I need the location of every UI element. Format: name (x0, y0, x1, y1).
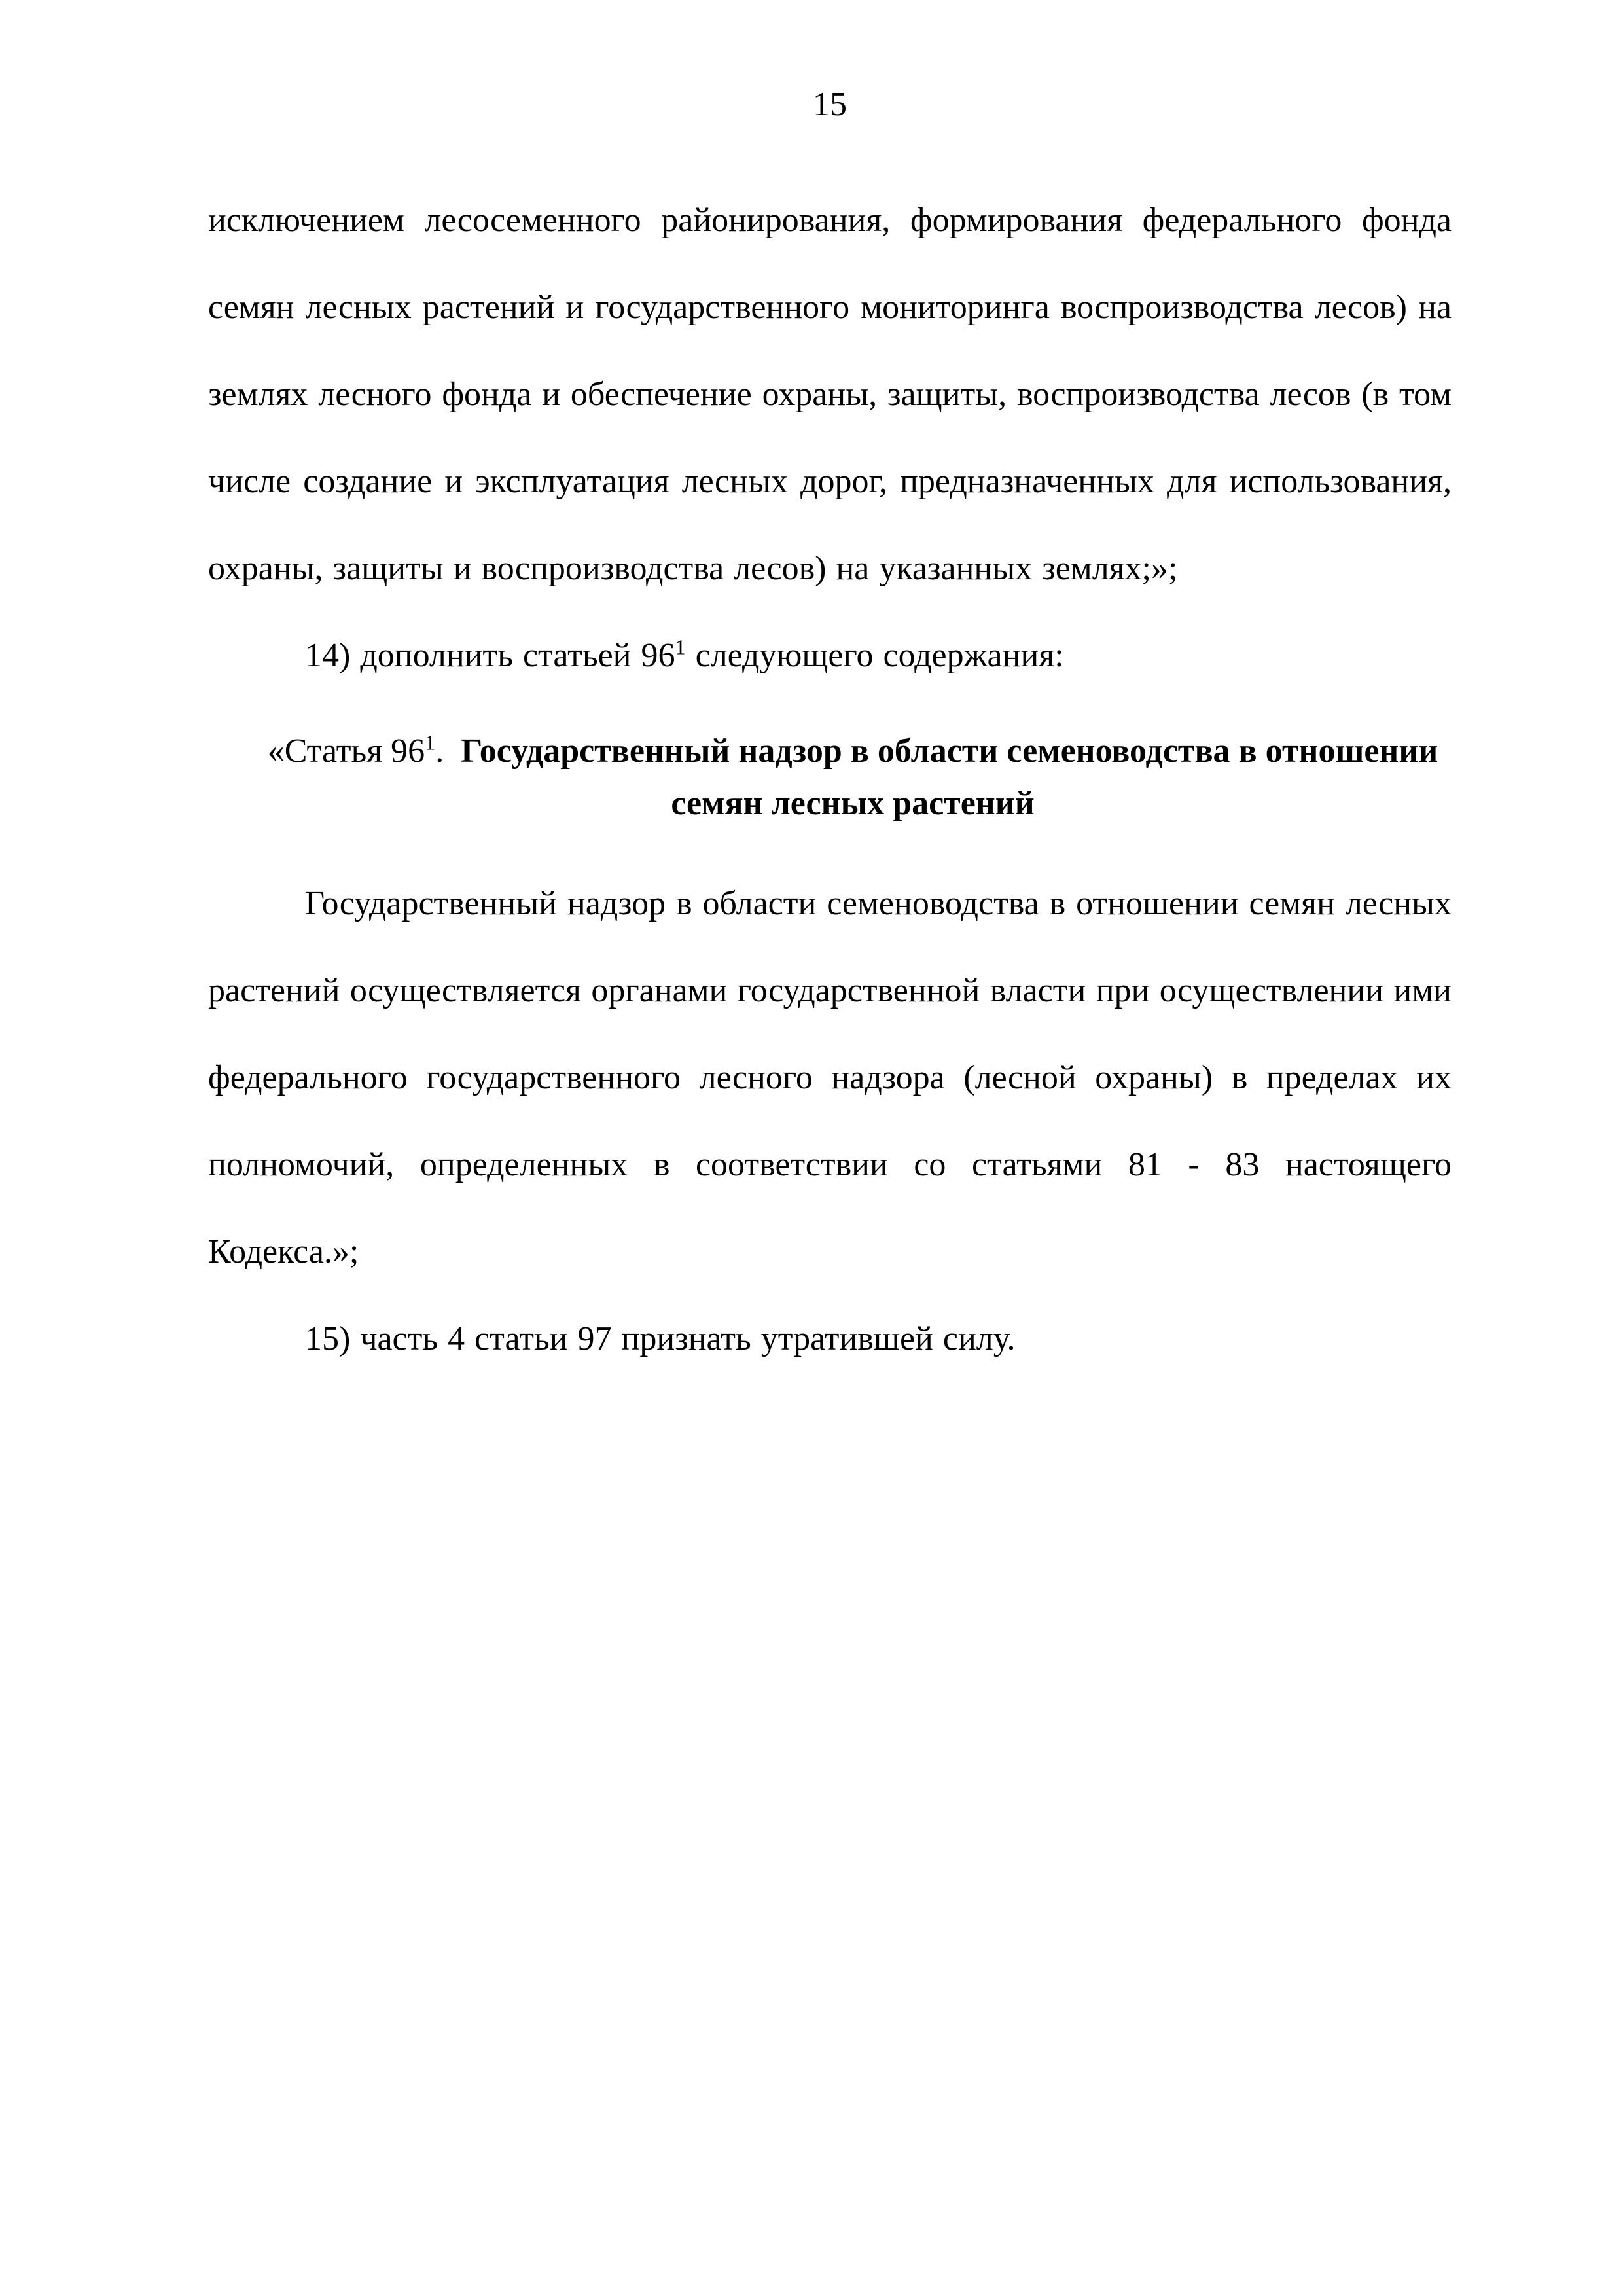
text-run: 15) часть 4 статьи 97 признать утратившей силу. (305, 1320, 1016, 1357)
document-body (208, 177, 1452, 1382)
paragraph-article-text (208, 860, 1452, 1295)
text-run: . (435, 732, 461, 770)
article-title-text: Государственный надзор в области семеноводства в отношении семян лесных растений (461, 732, 1438, 822)
text-run: «Статья 96 (267, 732, 425, 770)
text-run: Государственный надзор в области семеноводства в отношении семян лесных растений осуществляется органами государственной власти при осуществлении ими федерального государственного лесного надзора (лесной охраны) в пределах их полномочий, определенных в соответствии со статьями 81 - 83 настоящего Кодекса.»; (208, 885, 1452, 1270)
superscript: 1 (675, 635, 686, 659)
text-run: следующего содержания: (685, 637, 1064, 674)
paragraph-item-14 (208, 612, 1452, 699)
text-run: исключением лесосеменного районирования, формирования федерального фонда семян лесных растений и государственного мониторинга воспроизводства лесов) на землях лесного фонда и обеспечение охраны, защиты, воспроизводства лесов (в том числе создание и эксплуатация лесных дорог, предназначенных для использования, охраны, защиты и воспроизводства лесов) на указанных землях;»; (208, 202, 1452, 587)
paragraph-continuation (208, 177, 1452, 612)
paragraph-item-15 (208, 1295, 1452, 1382)
text-run: 14) дополнить статьей 96 (305, 637, 675, 674)
page-number: 15 (813, 86, 847, 123)
superscript: 1 (425, 730, 436, 755)
article-96-1-heading (208, 725, 1452, 830)
